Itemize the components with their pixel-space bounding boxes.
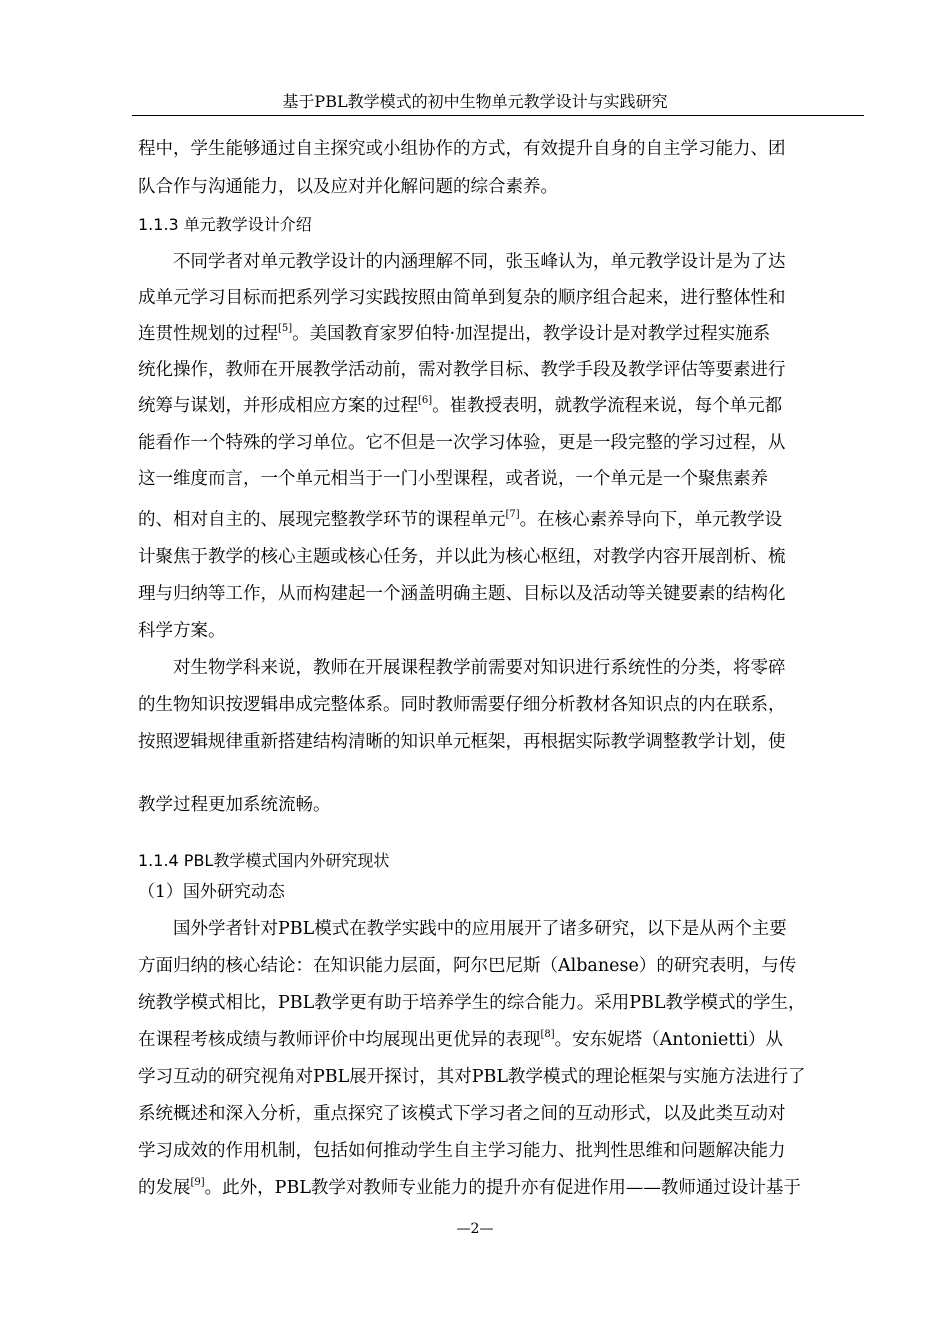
body-line: 能看作一个特殊的学习单位。它不但是一次学习体验，更是一段完整的学习过程，从 (138, 433, 786, 453)
section-heading-1-1-4: 1.1.4 PBL教学模式国内外研究现状 (138, 851, 390, 870)
body-line: 方面归纳的核心结论：在知识能力层面，阿尔巴尼斯（Albanese）的研究表明，与传 (138, 956, 797, 976)
text-run: 。此外，PBL教学对教师专业能力的提升亦有促进作用——教师通过设计基于 (204, 1178, 801, 1198)
body-line: 统化操作，教师在开展教学活动前，需对教学目标、教学手段及教学评估等要素进行 (138, 360, 786, 380)
body-line: 队合作与沟通能力，以及应对并化解问题的综合素养。 (138, 177, 558, 197)
text-run: 。美国教育家罗伯特·加涅提出，教学设计是对教学过程实施系 (292, 324, 771, 344)
text-run: 连贯性规划的过程 (138, 324, 278, 344)
text-run: 统筹与谋划，并形成相应方案的过程 (138, 396, 418, 416)
text-run: 。崔教授表明，就教学流程来说，每个单元都 (432, 396, 783, 416)
body-line (138, 394, 782, 418)
subsection-heading: （1）国外研究动态 (138, 882, 285, 902)
page-number: —2— (456, 1221, 494, 1237)
header-divider (132, 115, 864, 116)
body-line (138, 1176, 801, 1200)
body-line: 不同学者对单元教学设计的内涵理解不同，张玉峰认为，单元教学设计是为了达 (173, 252, 786, 272)
body-line: 系统概述和深入分析，重点探究了该模式下学习者之间的互动形式，以及此类互动对 (138, 1104, 786, 1124)
body-line: 对生物学科来说，教师在开展课程教学前需要对知识进行系统性的分类，将零碎 (173, 658, 786, 678)
text-run: 。安东妮塔（Antonietti）从 (554, 1030, 784, 1050)
running-header: 基于PBL教学模式的初中生物单元教学设计与实践研究 (282, 92, 668, 111)
body-line: 这一维度而言，一个单元相当于一门小型课程，或者说，一个单元是一个聚焦素养 (138, 469, 768, 489)
body-line: 统教学模式相比，PBL教学更有助于培养学生的综合能力。采用PBL教学模式的学生， (138, 993, 806, 1013)
body-line: 学习成效的作用机制，包括如何推动学生自主学习能力、批判性思维和问题解决能力 (138, 1141, 786, 1161)
body-line: 的生物知识按逻辑串成完整体系。同时教师需要仔细分析教材各知识点的内在联系， (138, 695, 786, 715)
citation-ref: [5] (278, 323, 293, 334)
body-line (138, 508, 782, 532)
text-run: 的、相对自主的、展现完整教学环节的课程单元 (138, 510, 506, 530)
body-line: 学习互动的研究视角对PBL展开探讨，其对PBL教学模式的理论框架与实施方法进行了 (138, 1067, 806, 1087)
body-line: 国外学者针对PBL模式在教学实践中的应用展开了诸多研究，以下是从两个主要 (173, 919, 787, 939)
text-run: 的发展 (138, 1178, 191, 1198)
text-run: 。在核心素养导向下，单元教学设 (519, 510, 783, 530)
body-line: 理与归纳等工作，从而构建起一个涵盖明确主题、目标以及活动等关键要素的结构化 (138, 584, 786, 604)
body-line (138, 322, 770, 346)
citation-ref: [6] (418, 395, 433, 406)
body-line: 程中，学生能够通过自主探究或小组协作的方式，有效提升自身的自主学习能力、团 (138, 139, 786, 159)
section-heading-1-1-3: 1.1.3 单元教学设计介绍 (138, 215, 312, 234)
citation-ref: [9] (190, 1177, 205, 1188)
text-run: 在课程考核成绩与教师评价中均展现出更优异的表现 (138, 1030, 541, 1050)
citation-ref: [8] (540, 1029, 555, 1040)
body-line (138, 1028, 783, 1052)
body-line: 计聚焦于教学的核心主题或核心任务，并以此为核心枢纽，对教学内容开展剖析、梳 (138, 547, 786, 567)
body-line: 按照逻辑规律重新搭建结构清晰的知识单元框架，再根据实际教学调整教学计划，使 (138, 732, 786, 752)
body-line: 教学过程更加系统流畅。 (138, 795, 331, 815)
body-line: 科学方案。 (138, 621, 226, 641)
citation-ref: [7] (505, 509, 520, 520)
body-line: 成单元学习目标而把系列学习实践按照由简单到复杂的顺序组合起来，进行整体性和 (138, 288, 786, 308)
